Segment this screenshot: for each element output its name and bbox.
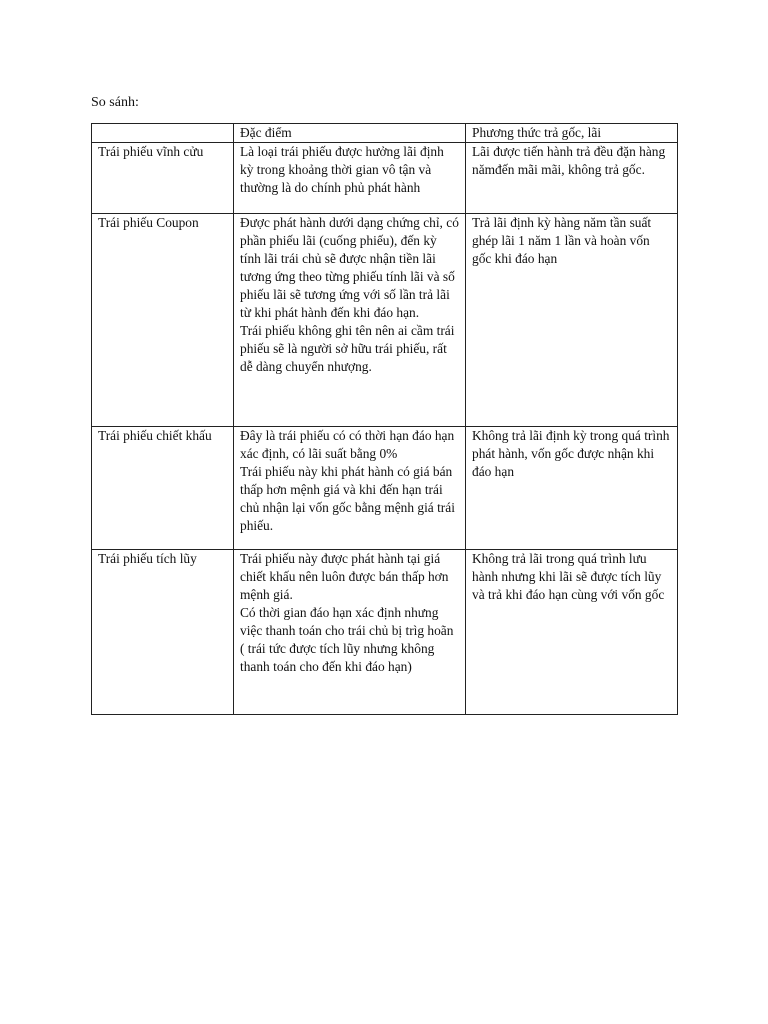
bond-payment: Trả lãi định kỳ hàng năm tần suất ghép lãi 1 năm 1 lần và hoàn vốn gốc khi đáo hạn — [472, 215, 652, 266]
table-row — [92, 550, 678, 715]
bond-name-cell — [92, 550, 234, 715]
bond-features: Là loại trái phiếu được hưởng lãi định kỳ trong khoảng thời gian vô tận và thường là do chính phủ phát hành — [240, 144, 444, 195]
intro-text: So sánh: — [91, 95, 139, 110]
comparison-table — [91, 123, 678, 715]
header-cell-features: Đặc điểm — [234, 124, 466, 143]
bond-features-cell — [234, 214, 466, 427]
bond-features: Được phát hành dưới dạng chứng chỉ, có phần phiếu lãi (cuống phiếu), đến kỳ tính lãi trái chủ sẽ được nhận tiền lãi tương ứng theo từng phiếu tính lãi và số phiếu lãi sẽ tương ứng với số lần trả lãi từ khi phát hành đến khi đáo hạn. Trái phiếu không ghi tên nên ai cầm trái phiếu sẽ là người sở hữu trái phiếu, rất dễ dàng chuyển nhượng. — [240, 215, 459, 374]
bond-name: Trái phiếu chiết khấu — [98, 428, 212, 443]
table-row — [92, 427, 678, 550]
table-header-row — [92, 124, 678, 143]
bond-features-cell — [234, 143, 466, 214]
header-cell-empty — [92, 124, 234, 143]
bond-name-cell — [92, 427, 234, 550]
bond-payment: Lãi được tiến hành trả đều đặn hàng nămđến mãi mãi, không trả gốc. — [472, 144, 666, 177]
bond-payment-cell — [466, 143, 678, 214]
bond-name-cell — [92, 143, 234, 214]
bond-payment-cell — [466, 550, 678, 715]
bond-name: Trái phiếu Coupon — [98, 215, 199, 230]
table-row — [92, 143, 678, 214]
table-row — [92, 214, 678, 427]
bond-name-cell — [92, 214, 234, 427]
bond-payment: Không trả lãi định kỳ trong quá trình phát hành, vốn gốc được nhận khi đáo hạn — [472, 428, 670, 479]
bond-features: Đây là trái phiếu có có thời hạn đáo hạn xác định, có lãi suất bằng 0% Trái phiếu này khi phát hành có giá bán thấp hơn mệnh giá và khi đến hạn trái chủ nhận lại vốn gốc bằng mệnh giá trái phiếu. — [240, 428, 455, 533]
bond-payment-cell — [466, 214, 678, 427]
bond-features-cell — [234, 427, 466, 550]
bond-name: Trái phiếu tích lũy — [98, 551, 197, 566]
bond-name: Trái phiếu vĩnh cửu — [98, 144, 204, 159]
bond-features: Trái phiếu này được phát hành tại giá chiết khấu nên luôn được bán thấp hơn mệnh giá. Có thời gian đáo hạn xác định nhưng việc thanh toán cho trái chủ bị trìg hoãn ( trái tức được tích lũy nhưng không thanh toán cho đến khi đáo hạn) — [240, 551, 454, 674]
bond-payment: Không trả lãi trong quá trình lưu hành nhưng khi lãi sẽ được tích lũy và trả khi đáo hạn cùng với vốn gốc — [472, 551, 665, 602]
header-cell-payment: Phương thức trả gốc, lãi — [466, 124, 678, 143]
bond-features-cell — [234, 550, 466, 715]
bond-payment-cell — [466, 427, 678, 550]
